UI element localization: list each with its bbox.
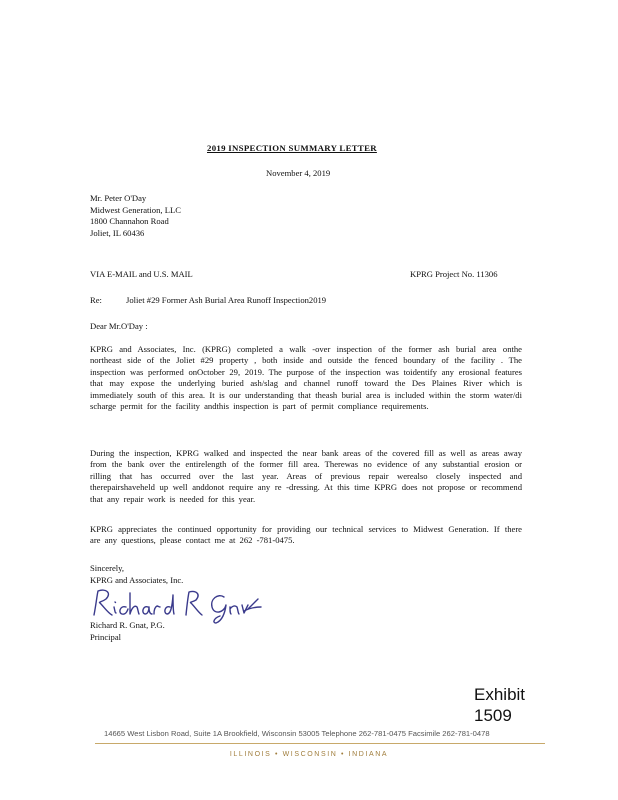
footer-states: ILLINOIS • WISCONSIN • INDIANA bbox=[229, 751, 389, 758]
exhibit-number: 1509 bbox=[474, 706, 512, 725]
salutation: Dear Mr.O'Day : bbox=[90, 321, 148, 331]
exhibit-stamp bbox=[474, 684, 525, 726]
letter-date: November 4, 2019 bbox=[266, 168, 331, 178]
closing bbox=[90, 563, 183, 586]
body-paragraph: KPRG appreciates the continued opportunity for providing our technical services to Midwest Generation. If there are any questions, please contact me at 262 -781-0475. bbox=[90, 524, 522, 546]
closing-line: KPRG and Associates, Inc. bbox=[90, 574, 184, 585]
handwritten-signature bbox=[88, 585, 263, 625]
body-paragraph: KPRG and Associates, Inc. (KPRG) completed a walk -over inspection of the former ash burial area onthe northeast side of the Joliet #29 property , both inside and outside the fenced boundary of the facility . The inspection was performed onOctober 29, 2019. The purpose of the inspection was toidentify any erosional features that may expose the underlying buried ash/slag and channel runoff toward the Des Plaines River which is immediately south of this area. It is our understanding that theash burial area is included within the storm water/di scharge permit for the facility andthis inspection is part of permit compliance requirements. bbox=[90, 344, 522, 412]
delivery-method: VIA E-MAIL and U.S. MAIL bbox=[90, 269, 193, 279]
recipient-line: 1800 Channahon Road bbox=[90, 216, 169, 226]
closing-line: Sincerely, bbox=[90, 563, 125, 573]
footer-divider bbox=[95, 743, 545, 744]
project-number: KPRG Project No. 11306 bbox=[410, 269, 498, 279]
subject-line bbox=[90, 294, 326, 306]
subject-text: Joliet #29 Former Ash Burial Area Runoff Inspection2019 bbox=[126, 295, 327, 305]
body-paragraph: During the inspection, KPRG walked and inspected the near bank areas of the covered fill as well as areas away from the bank over the entirelength of the former fill area. Therewas no evidence of any substantial erosion or rilling that has occurred over the last year. Areas of previous repair werealso closely inspected and therepairshaveheld up well anddonot require any re -dressing. At this time KPRG does not propose or recommend that any repair work is needed for this year. bbox=[90, 448, 522, 504]
exhibit-label: Exhibit bbox=[474, 685, 526, 704]
footer-address: 14665 West Lisbon Road, Suite 1A Brookfield, Wisconsin 53005 Telephone 262-781-0475 Facsimile 262-781-0478 bbox=[104, 729, 490, 738]
recipient-address bbox=[90, 193, 181, 239]
recipient-line: Midwest Generation, LLC bbox=[90, 204, 181, 215]
letter-title: 2019 INSPECTION SUMMARY LETTER bbox=[207, 143, 377, 153]
recipient-line: Mr. Peter O'Day bbox=[90, 193, 147, 203]
recipient-line: Joliet, IL 60436 bbox=[90, 227, 145, 238]
signer-name: Richard R. Gnat, P.G. bbox=[90, 620, 165, 630]
signer-block bbox=[90, 620, 165, 643]
subject-label: Re: bbox=[90, 295, 102, 305]
signer-title: Principal bbox=[90, 631, 122, 642]
